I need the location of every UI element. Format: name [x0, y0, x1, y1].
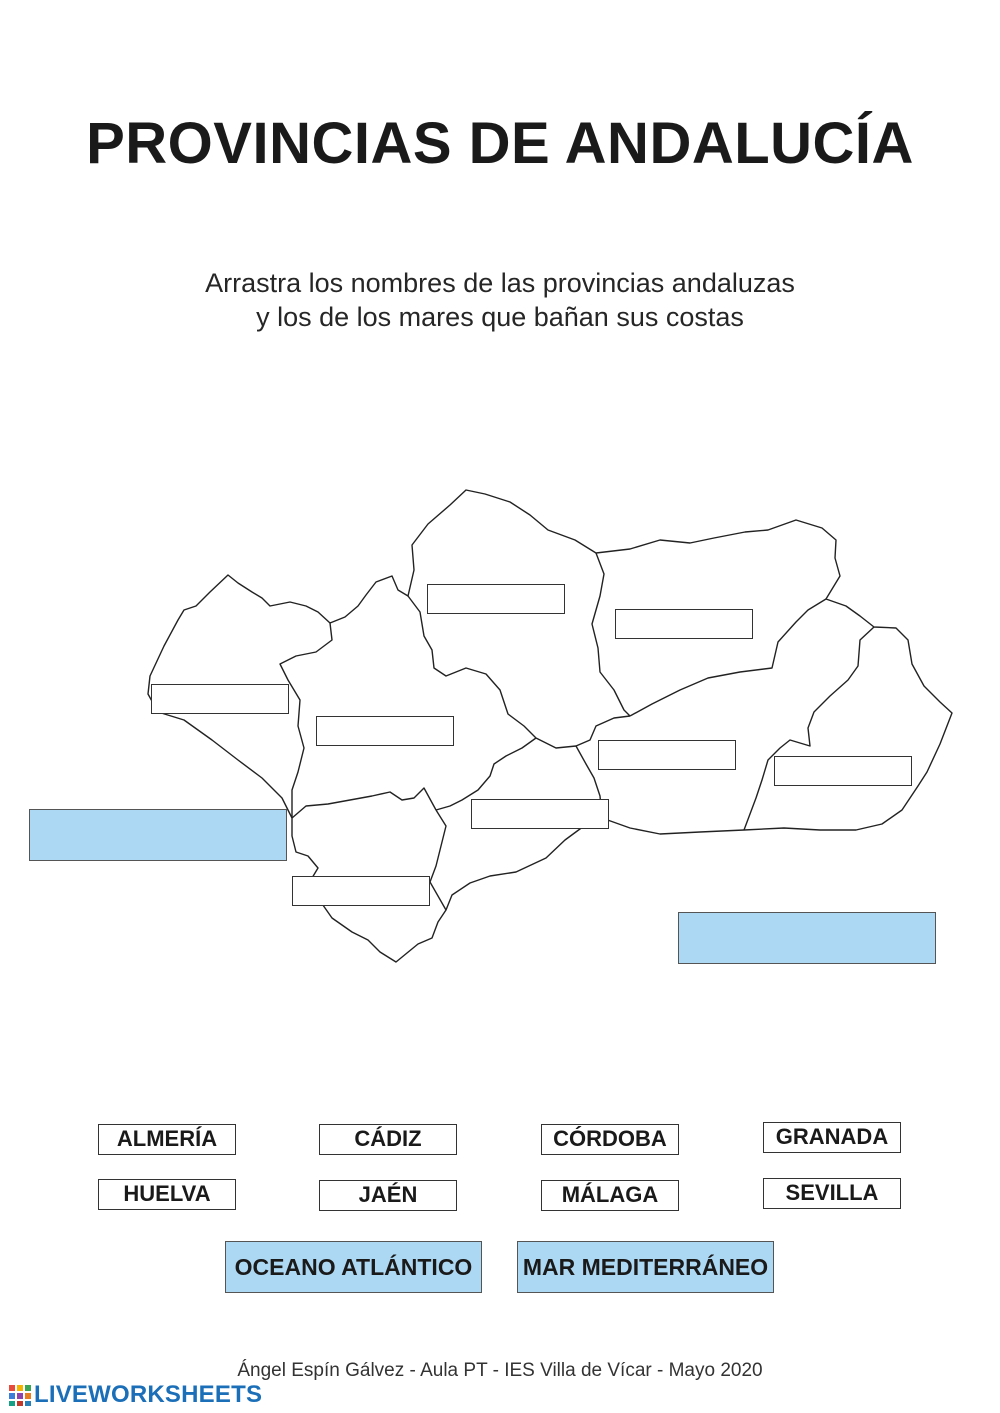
drop-box-mediterranean[interactable]: [678, 912, 936, 964]
word-almeria[interactable]: ALMERÍA: [98, 1124, 236, 1155]
brand-text: LIVEWORKSHEETS: [34, 1381, 263, 1408]
map-outline: [148, 490, 952, 962]
word-huelva[interactable]: HUELVA: [98, 1179, 236, 1210]
drop-box-atlantic[interactable]: [29, 809, 287, 861]
drop-box-granada[interactable]: [598, 740, 736, 770]
liveworksheets-logo-icon: [8, 1383, 32, 1407]
drop-box-almeria[interactable]: [774, 756, 912, 786]
drop-box-sevilla[interactable]: [316, 716, 454, 746]
instructions-line-1: Arrastra los nombres de las provincias andaluzas: [205, 268, 795, 298]
drop-box-granada-north[interactable]: [615, 609, 753, 639]
drop-box-jaen[interactable]: [427, 584, 565, 614]
word-sevilla[interactable]: SEVILLA: [763, 1178, 901, 1209]
page-title: PROVINCIAS DE ANDALUCÍA: [86, 111, 914, 176]
border-granada-almeria: [744, 627, 874, 830]
drop-box-huelva[interactable]: [151, 684, 289, 714]
word-cordoba[interactable]: CÓRDOBA: [541, 1124, 679, 1155]
word-mar-mediterraneo[interactable]: MAR MEDITERRÁNEO: [517, 1241, 774, 1293]
brand-watermark: [8, 1382, 262, 1408]
word-cadiz[interactable]: CÁDIZ: [319, 1124, 457, 1155]
credit-text: Ángel Espín Gálvez - Aula PT - IES Villa de Vícar - Mayo 2020: [237, 1360, 763, 1381]
word-granada[interactable]: GRANADA: [763, 1122, 901, 1153]
instructions-line-2: y los de los mares que bañan sus costas: [256, 302, 744, 332]
drop-box-malaga[interactable]: [471, 799, 609, 829]
word-jaen[interactable]: JAÉN: [319, 1180, 457, 1211]
word-oceano-atlantico[interactable]: OCEANO ATLÁNTICO: [225, 1241, 482, 1293]
border-cadiz-malaga: [430, 810, 446, 910]
drop-box-cadiz[interactable]: [292, 876, 430, 906]
border-sevilla-cadiz: [292, 788, 436, 818]
word-malaga[interactable]: MÁLAGA: [541, 1180, 679, 1211]
